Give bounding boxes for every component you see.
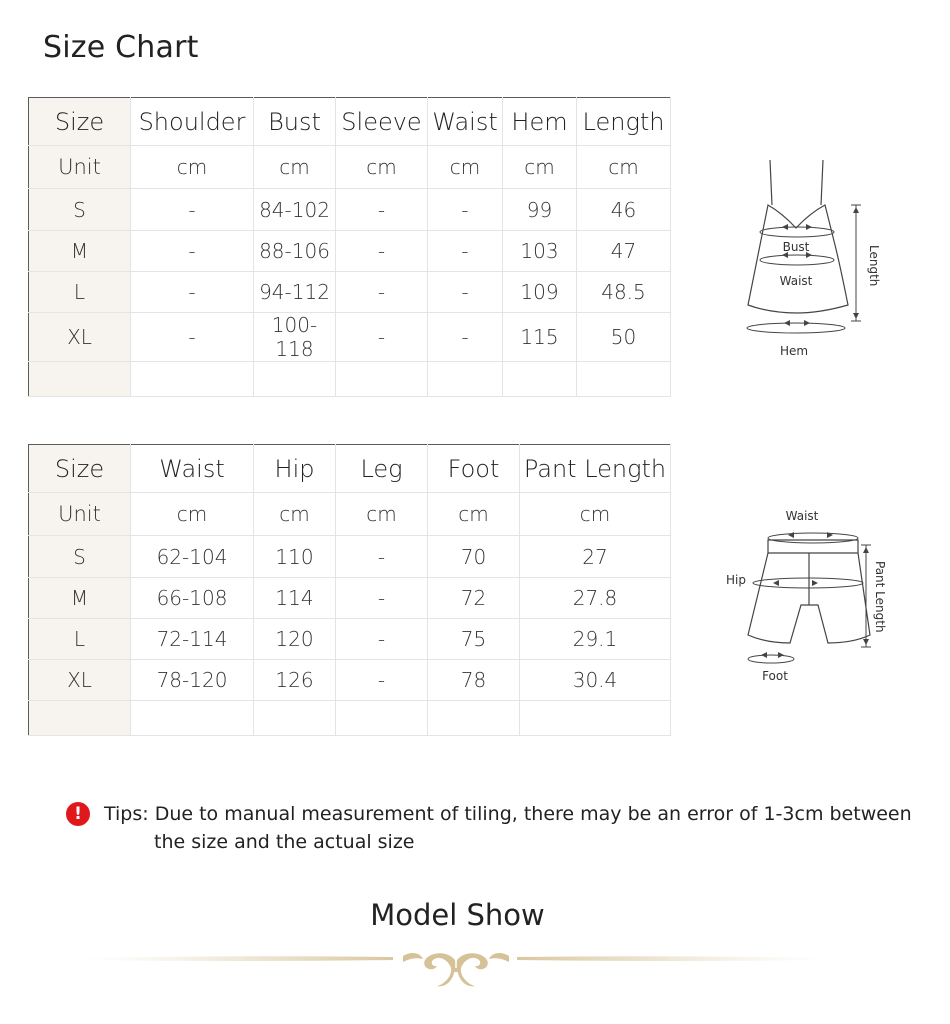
hem-label: Hem <box>779 344 809 358</box>
unit-cell: cm <box>254 146 336 189</box>
table-cell: 48.5 <box>577 272 671 313</box>
table-cell: - <box>428 231 503 272</box>
header-cell: Pant Length <box>520 445 671 493</box>
unit-cell: cm <box>336 146 428 189</box>
table-row <box>29 578 671 619</box>
table-cell: L <box>29 272 131 313</box>
bottom-size-table <box>28 444 671 736</box>
table-cell <box>254 701 336 736</box>
table-cell: - <box>131 189 254 231</box>
table-cell <box>29 362 131 397</box>
table-cell: 88-106 <box>254 231 336 272</box>
table-cell: 115 <box>503 313 577 362</box>
table-cell: XL <box>29 313 131 362</box>
table-cell: 110 <box>254 536 336 578</box>
table-cell: - <box>336 231 428 272</box>
table-row <box>29 189 671 231</box>
table-cell: - <box>336 313 428 362</box>
foot-label: Foot <box>762 669 788 683</box>
hip-label: Hip <box>726 573 746 587</box>
table-row <box>29 313 671 362</box>
pant-length-label: Pant Length <box>873 561 887 633</box>
header-cell: Hip <box>254 445 336 493</box>
table-row <box>29 660 671 701</box>
table-row <box>29 619 671 660</box>
ornamental-divider <box>85 940 830 995</box>
table-cell: M <box>29 231 131 272</box>
table-cell: - <box>336 578 428 619</box>
table-row <box>29 272 671 313</box>
section-title: Model Show <box>370 898 545 932</box>
warning-icon: ! <box>66 802 90 826</box>
header-cell: Hem <box>503 98 577 146</box>
table-cell: 78-120 <box>131 660 254 701</box>
table-row <box>29 536 671 578</box>
unit-cell: cm <box>336 493 428 536</box>
table-unit-row <box>29 493 671 536</box>
top-size-table <box>28 97 671 397</box>
header-cell: Sleeve <box>336 98 428 146</box>
table-cell: 50 <box>577 313 671 362</box>
bust-label: Bust <box>782 240 810 254</box>
table-cell <box>29 701 131 736</box>
unit-cell: cm <box>254 493 336 536</box>
header-cell: Size <box>29 445 131 493</box>
table-cell: 70 <box>428 536 520 578</box>
left-strap <box>770 160 772 205</box>
unit-cell: cm <box>503 146 577 189</box>
table-cell: - <box>131 231 254 272</box>
waist-line <box>768 533 858 543</box>
table-cell <box>428 701 520 736</box>
table-cell: XL <box>29 660 131 701</box>
table-cell: - <box>336 660 428 701</box>
header-cell: Waist <box>428 98 503 146</box>
table-cell: M <box>29 578 131 619</box>
table-cell: 27.8 <box>520 578 671 619</box>
waist-label: Waist <box>779 274 813 288</box>
hip-line <box>753 578 863 588</box>
table-cell: - <box>428 272 503 313</box>
header-cell: Shoulder <box>131 98 254 146</box>
table-cell: 72-114 <box>131 619 254 660</box>
table-cell: 114 <box>254 578 336 619</box>
table-cell <box>503 362 577 397</box>
table-cell <box>428 362 503 397</box>
table-header-row <box>29 98 671 146</box>
table-cell: S <box>29 536 131 578</box>
divider-left-line <box>85 956 393 961</box>
tips-line-2: the size and the actual size <box>154 831 415 853</box>
header-cell: Leg <box>336 445 428 493</box>
divider-right-line <box>517 956 827 961</box>
table-cell: - <box>336 189 428 231</box>
shorts-measurement-figure <box>718 505 898 690</box>
ornament-icon <box>403 953 509 986</box>
arrow-down-icon <box>853 313 859 319</box>
unit-cell: cm <box>520 493 671 536</box>
tips-line-1: Tips: Due to manual measurement of tiling, there may be an error of 1-3cm between <box>104 803 912 825</box>
unit-cell: Unit <box>29 493 131 536</box>
table-row-empty <box>29 362 671 397</box>
header-cell: Bust <box>254 98 336 146</box>
table-cell <box>520 701 671 736</box>
table-cell <box>336 362 428 397</box>
table-cell: 47 <box>577 231 671 272</box>
hip-arrows-icon <box>773 580 818 586</box>
table-cell <box>254 362 336 397</box>
unit-cell: cm <box>428 493 520 536</box>
table-cell: 46 <box>577 189 671 231</box>
table-cell: S <box>29 189 131 231</box>
table-row <box>29 231 671 272</box>
length-label: Length <box>867 245 881 287</box>
table-header-row <box>29 445 671 493</box>
table-cell: - <box>336 536 428 578</box>
header-cell: Length <box>577 98 671 146</box>
page-title: Size Chart <box>43 30 199 65</box>
waist-line <box>760 255 834 265</box>
table-cell: 100-118 <box>254 313 336 362</box>
table-cell: - <box>131 313 254 362</box>
header-cell: Foot <box>428 445 520 493</box>
header-cell: Waist <box>131 445 254 493</box>
table-cell: - <box>428 189 503 231</box>
table-cell <box>131 362 254 397</box>
table-cell: 84-102 <box>254 189 336 231</box>
table-cell: 75 <box>428 619 520 660</box>
waist-label: Waist <box>785 509 819 523</box>
arrow-up-icon <box>853 207 859 213</box>
unit-cell: cm <box>131 146 254 189</box>
table-cell: 103 <box>503 231 577 272</box>
table-cell: 66-108 <box>131 578 254 619</box>
table-cell: 29.1 <box>520 619 671 660</box>
table-cell: 109 <box>503 272 577 313</box>
unit-cell: Unit <box>29 146 131 189</box>
table-cell: 78 <box>428 660 520 701</box>
arrow-up-icon <box>863 547 869 553</box>
table-cell: - <box>336 619 428 660</box>
table-cell: 99 <box>503 189 577 231</box>
foot-line <box>748 655 794 663</box>
table-cell <box>131 701 254 736</box>
table-cell: 126 <box>254 660 336 701</box>
table-cell <box>336 701 428 736</box>
table-cell: 120 <box>254 619 336 660</box>
table-cell: L <box>29 619 131 660</box>
right-strap <box>821 160 823 205</box>
table-cell: - <box>428 313 503 362</box>
table-cell: 30.4 <box>520 660 671 701</box>
arrow-down-icon <box>863 639 869 645</box>
header-cell: Size <box>29 98 131 146</box>
bust-line <box>760 227 834 237</box>
unit-cell: cm <box>428 146 503 189</box>
table-cell: - <box>131 272 254 313</box>
camisole-measurement-figure <box>720 155 900 365</box>
unit-cell: cm <box>131 493 254 536</box>
unit-cell: cm <box>577 146 671 189</box>
table-cell: - <box>336 272 428 313</box>
hem-line <box>747 323 845 333</box>
table-cell: 62-104 <box>131 536 254 578</box>
table-cell: 27 <box>520 536 671 578</box>
table-cell: 72 <box>428 578 520 619</box>
table-cell <box>577 362 671 397</box>
table-cell: 94-112 <box>254 272 336 313</box>
table-row-empty <box>29 701 671 736</box>
table-unit-row <box>29 146 671 189</box>
